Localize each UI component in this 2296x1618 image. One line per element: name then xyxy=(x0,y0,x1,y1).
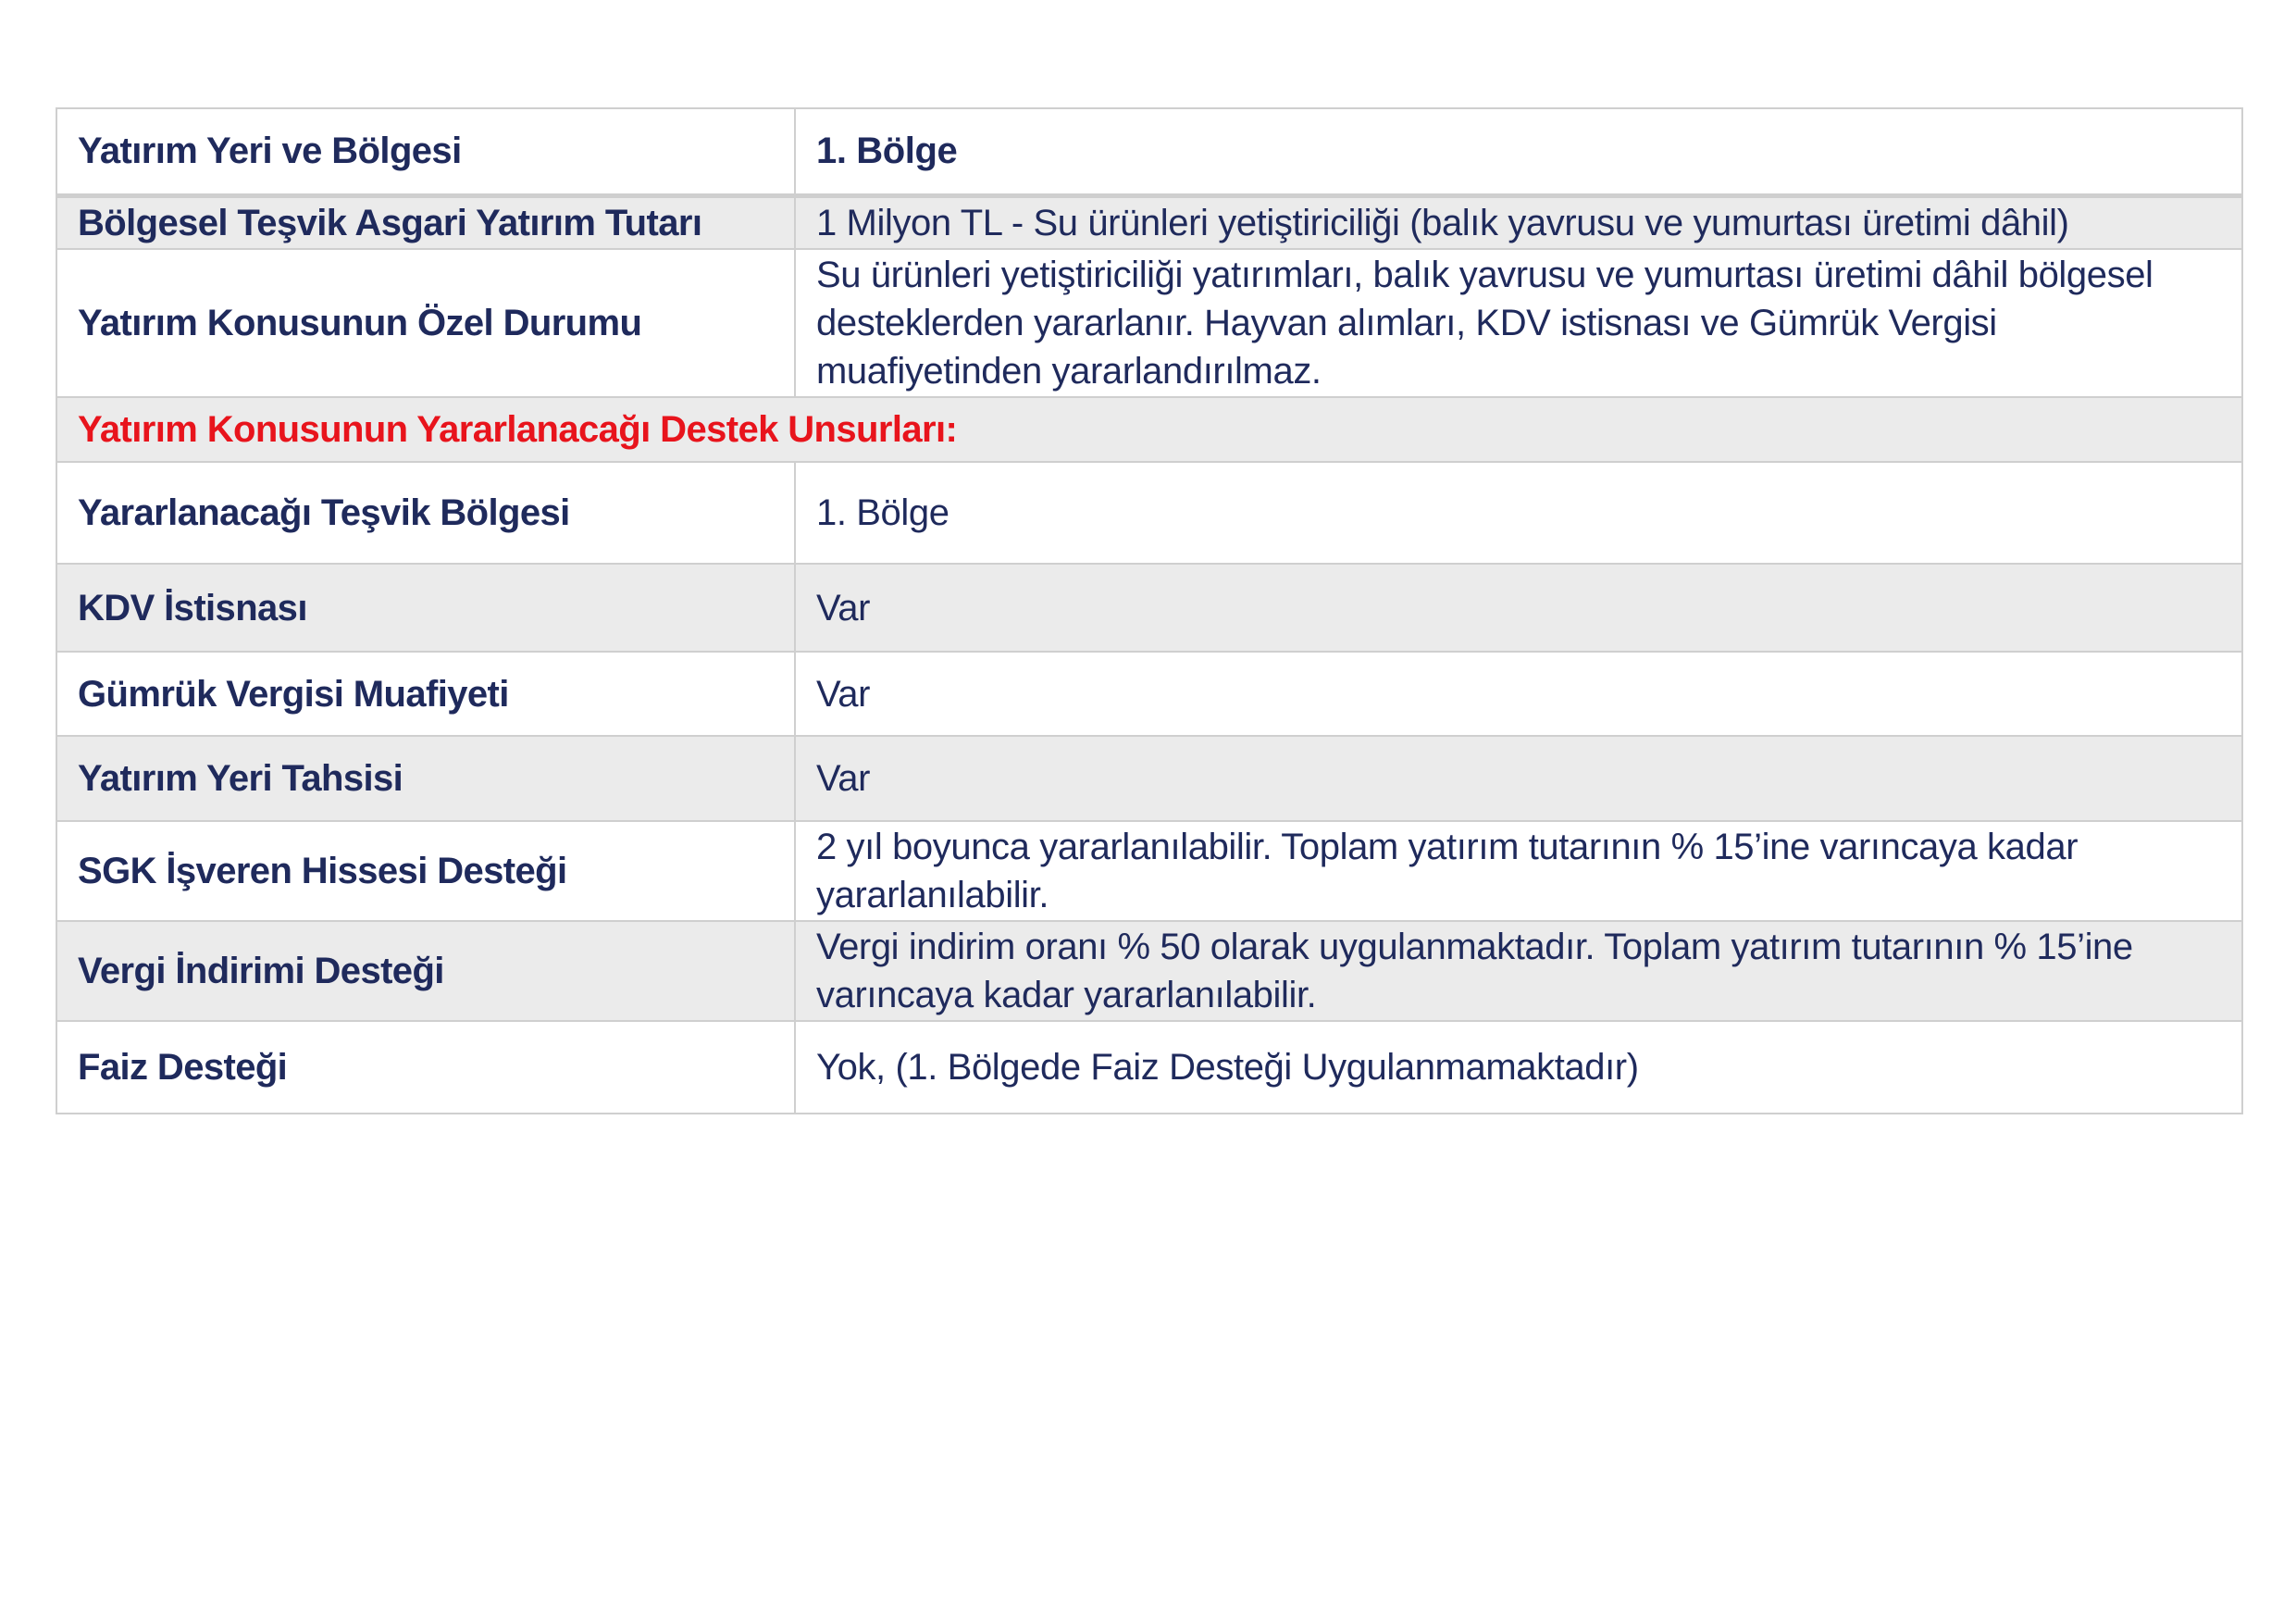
row-label: Gümrük Vergisi Muafiyeti xyxy=(56,652,795,736)
row-label: Yatırım Yeri ve Bölgesi xyxy=(56,108,795,195)
table-row xyxy=(56,736,2242,821)
table-row-investment-region xyxy=(56,108,2242,195)
row-value: Su ürünleri yetiştiriciliği yatırımları, balık yavrusu ve yumurtası üretimi dâhil bölgesel desteklerden yararlanır. Hayvan alımları, KDV istisnası ve Gümrük Vergisi muafiyetinden yararlandırılmaz. xyxy=(795,249,2242,397)
row-value: Vergi indirim oranı % 50 olarak uygulanmaktadır. Toplam yatırım tutarının % 15’ine varıncaya kadar yararlanılabilir. xyxy=(795,921,2242,1021)
row-label: Bölgesel Teşvik Asgari Yatırım Tutarı xyxy=(56,195,795,249)
table-row xyxy=(56,1021,2242,1114)
row-label: Yatırım Konusunun Özel Durumu xyxy=(56,249,795,397)
row-value: 1. Bölge xyxy=(795,462,2242,564)
row-label: SGK İşveren Hissesi Desteği xyxy=(56,821,795,921)
table-row xyxy=(56,921,2242,1021)
row-value: 1. Bölge xyxy=(795,108,2242,195)
section-header-row xyxy=(56,397,2242,462)
row-value: Var xyxy=(795,652,2242,736)
table-row-special-condition xyxy=(56,249,2242,397)
row-value: Yok, (1. Bölgede Faiz Desteği Uygulanmamaktadır) xyxy=(795,1021,2242,1114)
incentive-table xyxy=(56,107,2243,1114)
row-label: Yararlanacağı Teşvik Bölgesi xyxy=(56,462,795,564)
row-label: KDV İstisnası xyxy=(56,564,795,652)
row-label: Vergi İndirimi Desteği xyxy=(56,921,795,1021)
row-label: Yatırım Yeri Tahsisi xyxy=(56,736,795,821)
row-label: Faiz Desteği xyxy=(56,1021,795,1114)
section-title: Yatırım Konusunun Yararlanacağı Destek Unsurları: xyxy=(56,397,2242,462)
row-value: 2 yıl boyunca yararlanılabilir. Toplam yatırım tutarının % 15’ine varıncaya kadar yararlanılabilir. xyxy=(795,821,2242,921)
table-row xyxy=(56,462,2242,564)
table-row-minimum-investment xyxy=(56,195,2242,249)
row-value: Var xyxy=(795,564,2242,652)
row-value: 1 Milyon TL - Su ürünleri yetiştiriciliği (balık yavrusu ve yumurtası üretimi dâhil) xyxy=(795,195,2242,249)
table-row xyxy=(56,564,2242,652)
table-row xyxy=(56,652,2242,736)
table-row xyxy=(56,821,2242,921)
row-value: Var xyxy=(795,736,2242,821)
